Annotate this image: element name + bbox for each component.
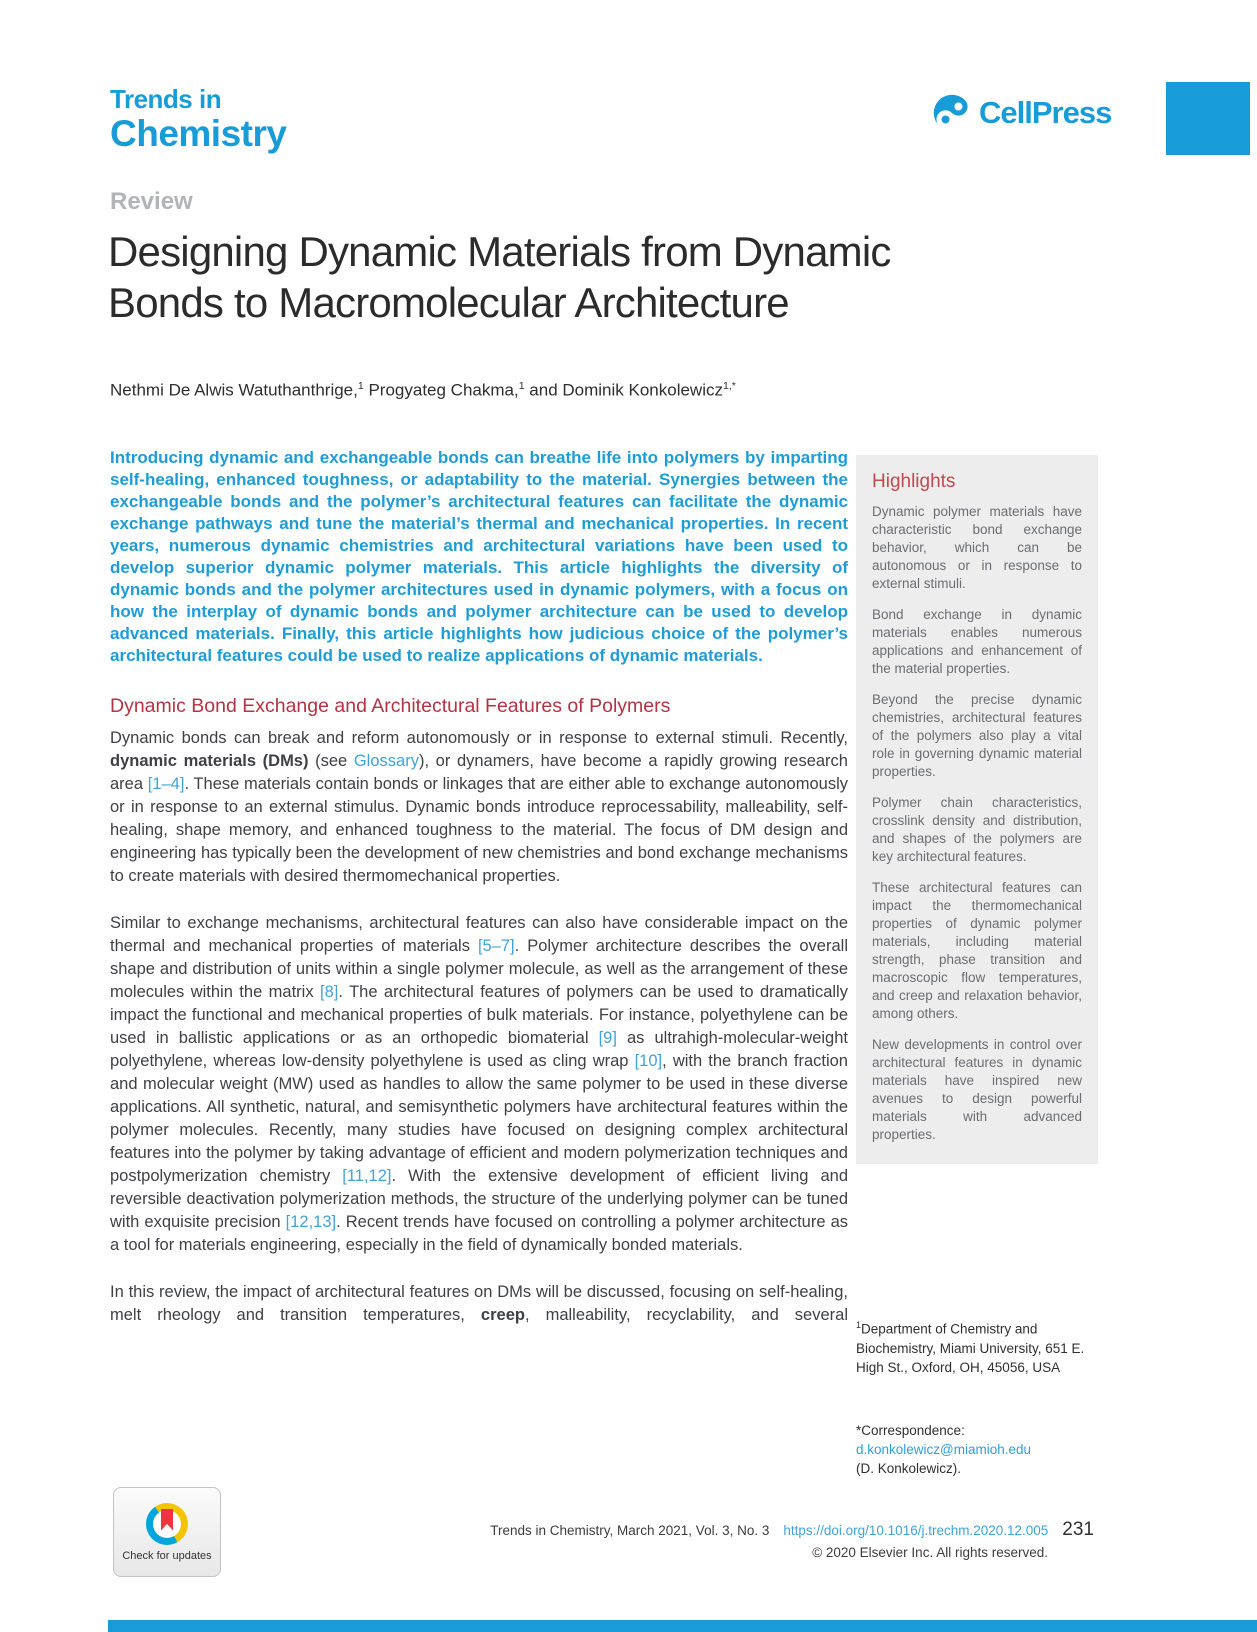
abstract-text: Introducing dynamic and exchangeable bonds can breathe life into polymers by imparting self-healing, enhanced toughness, or adaptability to the material. Synergies between the exchangeable bonds and the polymer’s architectural features can facilitate the dynamic exchange pathways and tune the material’s thermal and mechanical properties. In recent years, numerous dynamic chemistries and architectural variations have been used to develop superior dynamic polymer materials. This article highlights the diversity of dynamic bonds and the polymer architectures used in dynamic polymers, with a focus on how the interplay of dynamic bonds and polymer architecture can be used to develop advanced materials. Finally, this article highlights how judicious choice of the polymer’s architectural features could be used to realize applications of dynamic materials. (110, 448, 848, 665)
bookmark-icon (161, 1509, 173, 1531)
copyright-notice: © 2020 Elsevier Inc. All rights reserved. (812, 1545, 1048, 1560)
body-paragraph-1 (110, 727, 848, 888)
affiliation (856, 1316, 1106, 1377)
superscript: 1 (357, 380, 364, 392)
journal-title-line1: Trends in (110, 84, 222, 114)
cellpress-swirl-icon (933, 94, 971, 132)
article-title-line1: Designing Dynamic Materials from Dynamic (108, 228, 891, 275)
author-list (110, 380, 736, 401)
cellpress-logo (933, 94, 1111, 132)
superscript: 1 (518, 380, 525, 392)
highlight-item: Beyond the precise dynamic chemistries, architectural features of the polymers also play a vital role in governing dynamic material properties. (872, 692, 1082, 779)
text-segment: Nethmi De Alwis Watuthanthrige, (110, 380, 358, 400)
text-segment: , malleability, recyclability, and several (524, 1306, 848, 1324)
cellpress-wordmark: CellPress (979, 95, 1112, 130)
doi-link[interactable]: https://doi.org/10.1016/j.trechm.2020.12.005 (783, 1523, 1049, 1538)
crossmark-bookmark-icon (146, 1503, 188, 1545)
text-segment: (see (308, 752, 354, 770)
body-paragraph-2 (110, 912, 848, 1257)
check-for-updates-button[interactable] (113, 1487, 221, 1577)
text-segment: . The architectural features of polymers can be used to dramatically impact the functional and mechanical properties of bulk materials. For instance, polyethylene can be used in ballistic applications or as an orthopedic biomaterial (110, 983, 848, 1047)
check-for-updates-label: Check for updates (122, 1549, 212, 1562)
reference-link[interactable]: [12,13] (285, 1213, 337, 1231)
text-segment: . These materials contain bonds or linkages that are either able to exchange autonomously or in response to an external stimulus. Dynamic bonds introduce reprocessability, malleability, self-healing, shape memory, and enhanced toughness to the material. The focus of DM design and engineering has typically been the development of new chemistries and bond exchange mechanisms to create materials with desired thermomechanical properties. (110, 775, 848, 885)
superscript: 1 (856, 1320, 862, 1330)
text-segment: In this review, the impact of architectural features on DMs will be discussed, focusing on self-healing, melt rheology and transition temperatures, (110, 1283, 848, 1324)
reference-link[interactable]: [10] (634, 1052, 663, 1070)
article-type-label: Review (110, 188, 193, 215)
text-segment: and Dominik Konkolewicz (524, 380, 723, 400)
text-segment: ), or dynamers, have become a rapidly growing research area (110, 752, 848, 793)
journal-citation: Trends in Chemistry, March 2021, Vol. 3, No. 3 (490, 1523, 770, 1538)
correspondence-email-link[interactable]: d.konkolewicz@miamioh.edu (856, 1441, 1032, 1457)
reference-link[interactable]: [9] (598, 1029, 617, 1047)
sidebar-column (856, 455, 1098, 1478)
correspondence-label: *Correspondence: (856, 1422, 965, 1438)
body-paragraph-3 (110, 1281, 848, 1327)
main-text-column (110, 447, 848, 1327)
article-title-line2: Bonds to Macromolecular Architecture (108, 279, 789, 326)
text-segment: . With the extensive development of efficient living and reversible deactivation polymerization methods, the structure of the underlying polymer can be tuned with exquisite precision (110, 1167, 848, 1231)
text-segment: Progyateg Chakma, (363, 380, 519, 400)
text-segment: , with the branch fraction and molecular weight (MW) used as handles to allow the same polymer to be used in these diverse applications. All synthetic, natural, and semisynthetic polymers have architectural features within the polymer molecules. Recently, many studies have focused on designing complex architectural features into the polymer by taking advantage of efficient and modern polymerization techniques and postpolymerization chemistry (110, 1052, 848, 1185)
reference-link[interactable]: [1–4] (147, 775, 185, 793)
text-segment: Dynamic bonds can break and reform autonomously or in response to external stimuli. Recently, (110, 729, 848, 747)
text-segment: as ultrahigh-molecular-weight polyethylene, whereas low-density polyethylene is used as cling wrap (110, 1029, 848, 1070)
bottom-accent-bar (108, 1620, 1257, 1632)
text-segment: creep (480, 1306, 525, 1324)
highlight-item: Polymer chain characteristics, crosslink density and distribution, and shapes of the polymers are key architectural features. (872, 795, 1082, 864)
footer-citation-line (480, 1519, 1094, 1541)
correspondence-name: (D. Konkolewicz). (856, 1460, 962, 1476)
correspondence-block (856, 1421, 1106, 1478)
reference-link[interactable]: [8] (320, 983, 339, 1001)
reference-link[interactable]: [11,12] (342, 1167, 392, 1185)
journal-title-line2: Chemistry (110, 113, 287, 154)
glossary-link[interactable]: Glossary (353, 752, 419, 770)
journal-title (110, 86, 286, 152)
section-heading: Dynamic Bond Exchange and Architectural Features of Polymers (110, 695, 671, 717)
highlights-box (856, 455, 1098, 1164)
text-segment: Similar to exchange mechanisms, architectural features can also have considerable impact on the thermal and mechanical properties of materials (110, 914, 848, 955)
highlight-item: Dynamic polymer materials have characteristic bond exchange behavior, which can be autonomous or in response to external stimuli. (872, 504, 1082, 591)
highlight-item: Bond exchange in dynamic materials enables numerous applications and enhancement of the material properties. (872, 607, 1082, 676)
text-segment: . Polymer architecture describes the overall shape and distribution of units within a single polymer molecule, as well as the arrangement of these molecules within the matrix (110, 937, 848, 1001)
highlights-title: Highlights (872, 471, 956, 492)
text-segment: dynamic materials (DMs) (110, 752, 309, 770)
article-title (108, 226, 1088, 328)
highlight-item: New developments in control over architectural features in dynamic materials have inspired new avenues to design powerful materials with advanced properties. (872, 1037, 1082, 1142)
highlight-item: These architectural features can impact the thermomechanical properties of dynamic polymer materials, including material strength, phase transition and macroscopic flow temperatures, and creep and relaxation behavior, among others. (872, 880, 1082, 1021)
corner-accent-square (1166, 82, 1250, 155)
page-footer (480, 1519, 1094, 1560)
superscript: 1,* (722, 380, 736, 392)
text-segment: Department of Chemistry and Biochemistry, Miami University, 651 E. High St., Oxford, OH, 45056, USA (856, 1321, 1085, 1375)
reference-link[interactable]: [5–7] (477, 937, 515, 955)
text-segment: . Recent trends have focused on controlling a polymer architecture as a tool for materials engineering, especially in the field of dynamically bonded materials. (110, 1213, 848, 1254)
page-number: 231 (1062, 1519, 1094, 1540)
